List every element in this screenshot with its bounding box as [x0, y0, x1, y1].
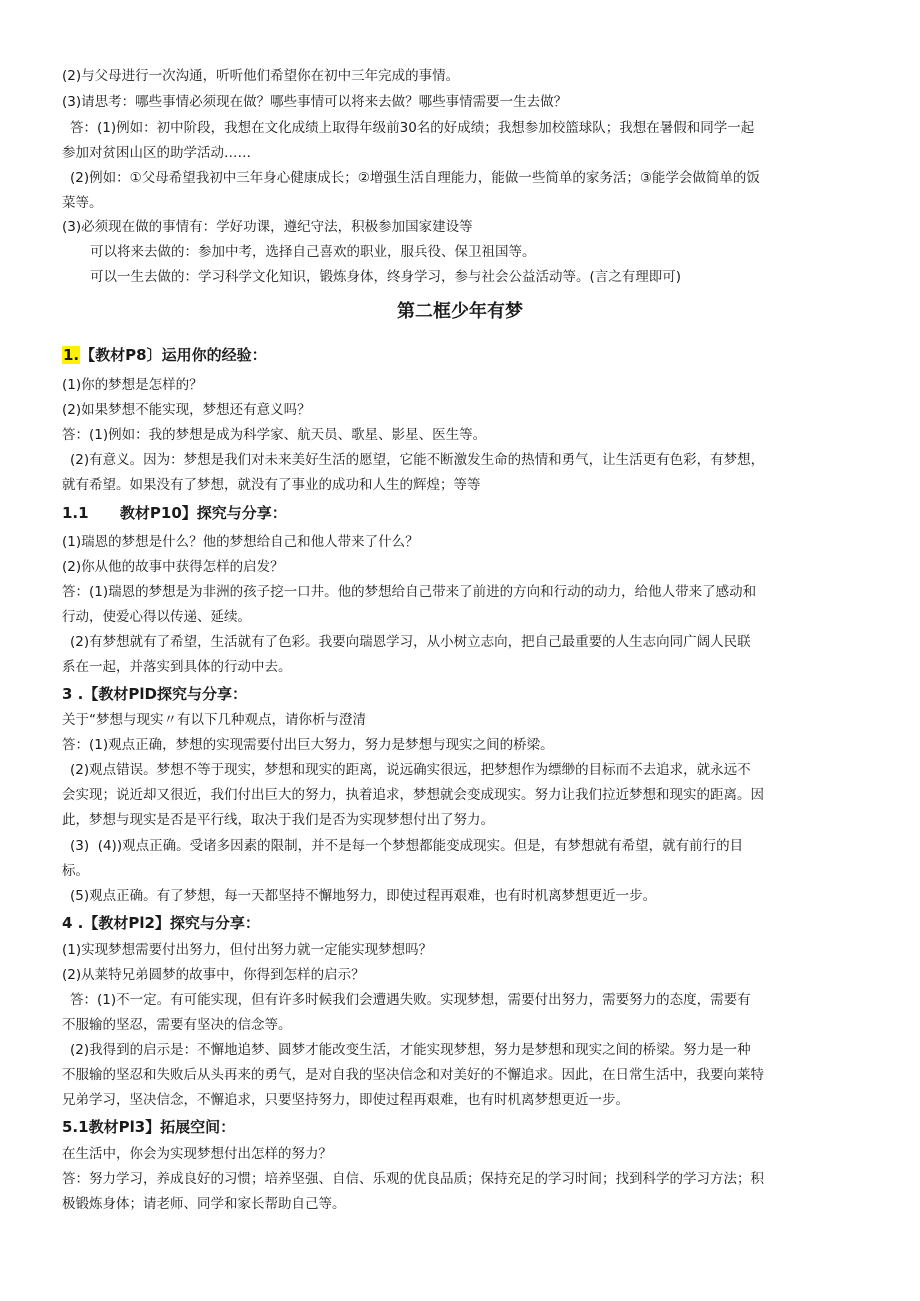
text-line: (5)观点正确。有了梦想，每一天都坚持不懈地努力，即使过程再艰难，也有时机离梦想更近一步。 [70, 888, 657, 904]
text-line: (2)如果梦想不能实现，梦想还有意义吗？ [62, 402, 311, 418]
text-line: 参加对贫困山区的助学活动…… [62, 145, 251, 161]
section-heading-1 [62, 345, 862, 365]
text-line: (1)你的梦想是怎样的？ [62, 377, 203, 393]
text-line: 会实现；说近却又很近，我们付出巨大的努力，执着追求，梦想就会变成现实。努力让我们拉近梦想和现实的距离。因 [62, 787, 764, 803]
text-line: 关于“梦想与现实〃有以下几种观点，请你析与澄清 [62, 712, 366, 728]
text-line: 就有希望。如果没有了梦想，就没有了事业的成功和人生的辉煌；等等 [62, 477, 481, 493]
text-line: 不服输的坚忍，需要有坚决的信念等。 [62, 1017, 292, 1033]
text-line: (2)例如：①父母希望我初中三年身心健康成长；②增强生活自理能力，能做一些简单的家务活；③能学会做简单的饭 [70, 170, 760, 186]
heading-text: 【教材P8〕运用你的经验： [80, 346, 267, 364]
text-line: 在生活中，你会为实现梦想付出怎样的努力？ [62, 1146, 332, 1162]
text-line: 此，梦想与现实是否是平行线，取决于我们是否为实现梦想付出了努力。 [62, 812, 494, 828]
text-line: (1)实现梦想需要付出努力，但付出努力就一定能实现梦想吗？ [62, 942, 433, 958]
text-line: 答：(1)观点正确，梦想的实现需要付出巨大努力，努力是梦想与现实之间的桥梁。 [62, 737, 554, 753]
section-heading-2: 1.1 教材P10】探究与分享： [62, 504, 287, 522]
text-line: 菜等。 [62, 195, 103, 211]
text-line: (2)我得到的启示是：不懈地追梦、圆梦才能改变生活，才能实现梦想，努力是梦想和现实之间的桥梁。努力是一种 [70, 1042, 751, 1058]
text-line: (2)与父母进行一次沟通，听听他们希望你在初中三年完成的事情。 [62, 68, 460, 84]
text-line: 系在一起，并落实到具体的行动中去。 [62, 659, 292, 675]
text-line: (2)观点错误。梦想不等于现实，梦想和现实的距离，说远确实很远，把梦想作为缥缈的目标而不去追求，就永远不 [70, 762, 751, 778]
text-line: (1)瑞恩的梦想是什么？他的梦想给自己和他人带来了什么？ [62, 534, 419, 550]
text-line: (3)请思考：哪些事情必须现在做？哪些事情可以将来去做？哪些事情需要一生去做？ [62, 94, 568, 110]
text-line: (2)有意义。因为：梦想是我们对未来美好生活的愿望，它能不断激发生命的热情和勇气，让生活更有色彩，有梦想， [70, 452, 765, 468]
text-line: 标。 [62, 863, 89, 879]
heading-number-highlight: 1. [63, 346, 80, 364]
text-line: (3)必须现在做的事情有：学好功课，遵纪守法，积极参加国家建设等 [62, 219, 473, 235]
text-line: (2)从莱特兄弟圆梦的故事中，你得到怎样的启示？ [62, 967, 365, 983]
text-line: 答：(1)不一定。有可能实现，但有许多时候我们会遭遇失败。实现梦想，需要付出努力，需要努力的态度，需要有 [70, 992, 751, 1008]
text-line: 答：努力学习，养成良好的习惯；培养坚强、自信、乐观的优良品质；保持充足的学习时间；找到科学的学习方法；积 [62, 1171, 764, 1187]
text-line: (2)有梦想就有了希望，生活就有了色彩。我要向瑞恩学习，从小树立志向，把自己最重要的人生志向同广阔人民联 [70, 634, 751, 650]
text-line: 答：(1)例如：初中阶段，我想在文化成绩上取得年级前30名的好成绩；我想参加校篮球队；我想在暑假和同学一起 [70, 120, 755, 136]
text-line: (3) (4))观点正确。受诸多因素的限制，并不是每一个梦想都能变成现实。但是，有梦想就有希望，就有前行的目 [70, 838, 744, 854]
section-heading-5: 5.1教材Pl3】拓展空间： [62, 1118, 236, 1136]
section-heading-4: 4 .【教材Pl2】探究与分享： [62, 914, 260, 932]
text-line: 可以一生去做的：学习科学文化知识，锻炼身体，终身学习，参与社会公益活动等。(言之有理即可) [90, 269, 682, 285]
text-line: 答：(1)例如：我的梦想是成为科学家、航天员、歌星、影星、医生等。 [62, 427, 487, 443]
text-line: (2)你从他的故事中获得怎样的启发？ [62, 559, 284, 575]
text-line: 不服输的坚忍和失败后从头再来的勇气，是对自我的坚决信念和对美好的不懈追求。因此，在日常生活中，我要向莱特 [62, 1067, 764, 1083]
text-line: 答：(1)瑞恩的梦想是为非洲的孩子挖一口井。他的梦想给自己带来了前进的方向和行动的动力，给他人带来了感动和 [62, 584, 757, 600]
text-line: 极锻炼身体；请老师、同学和家长帮助自己等。 [62, 1196, 346, 1212]
section-title: 第二框少年有梦 [397, 301, 523, 322]
section-heading-3: 3 .【教材PlD探究与分享： [62, 685, 247, 703]
text-line: 兄弟学习，坚决信念，不懈追求，只要坚持努力，即使过程再艰难，也有时机离梦想更近一步。 [62, 1092, 629, 1108]
text-line: 可以将来去做的：参加中考，选择自己喜欢的职业，服兵役、保卫祖国等。 [90, 244, 536, 260]
text-line: 行动，使爱心得以传递、延续。 [62, 609, 251, 625]
